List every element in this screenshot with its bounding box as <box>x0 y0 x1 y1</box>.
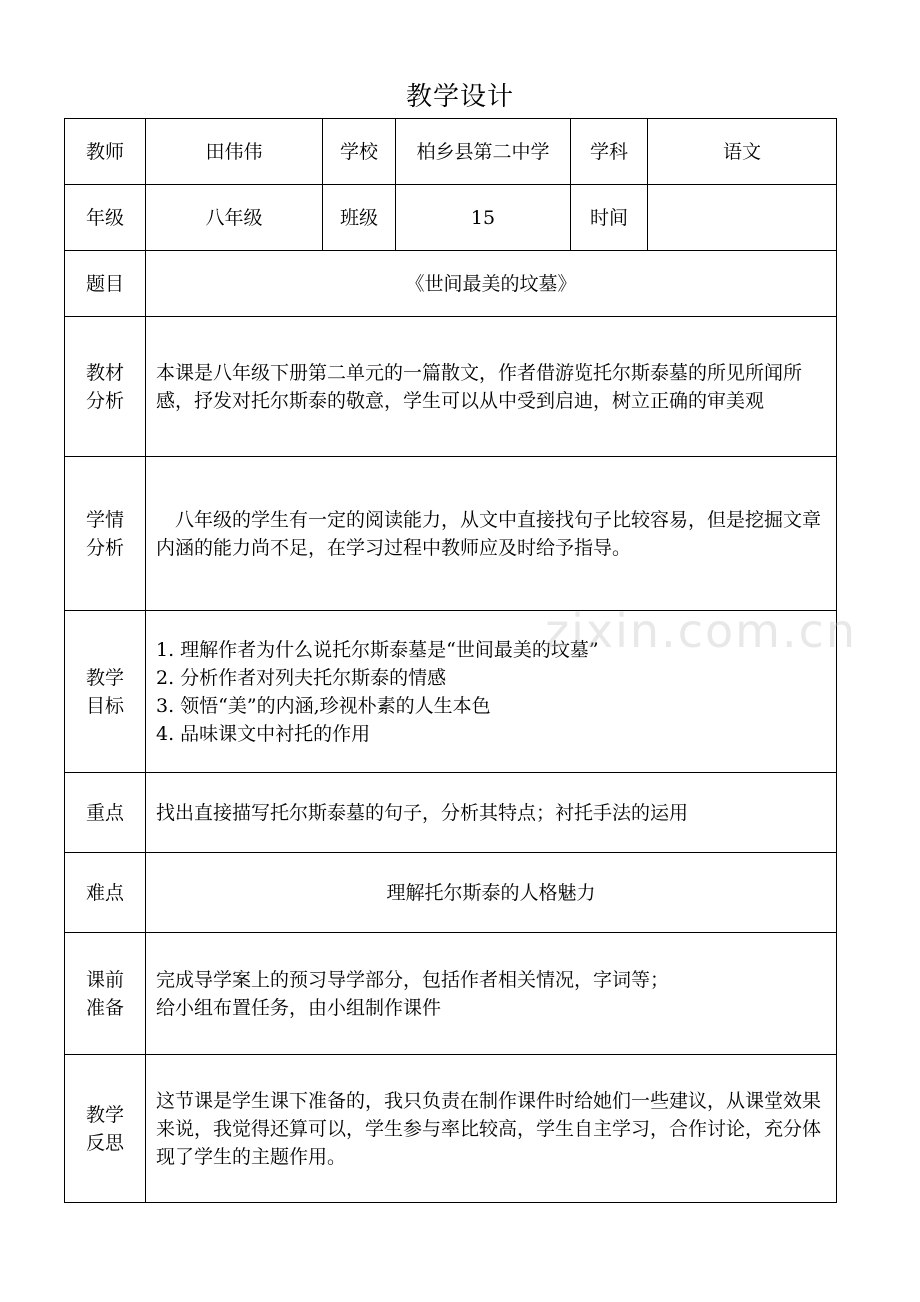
material-label <box>65 317 146 457</box>
subject-label: 学科 <box>571 119 648 185</box>
row-difficulty <box>65 853 837 933</box>
row-students <box>65 457 837 611</box>
students-text: 八年级的学生有一定的阅读能力，从文中直接找句子比较容易，但是挖掘文章内涵的能力尚不足，在学习过程中教师应及时给予指导。 <box>146 457 837 611</box>
material-label-line2: 分析 <box>85 389 124 412</box>
row-teacher <box>65 119 837 185</box>
goal-item: 2. 分析作者对列夫托尔斯泰的情感 <box>156 666 447 689</box>
row-key-points <box>65 773 837 853</box>
grade-value: 八年级 <box>146 185 323 251</box>
grade-label: 年级 <box>65 185 146 251</box>
row-material <box>65 317 837 457</box>
material-label-line1: 教材 <box>85 361 124 384</box>
preparation-line: 给小组布置任务，由小组制作课件 <box>156 996 442 1019</box>
students-label-line2: 分析 <box>85 536 124 559</box>
preparation-line: 完成导学案上的预习导学部分，包括作者相关情况，字词等； <box>156 968 670 991</box>
teacher-value: 田伟伟 <box>146 119 323 185</box>
students-label <box>65 457 146 611</box>
difficulty-label: 难点 <box>65 853 146 933</box>
goal-item: 1. 理解作者为什么说托尔斯泰墓是“世间最美的坟墓” <box>156 638 599 661</box>
time-label: 时间 <box>571 185 648 251</box>
preparation-label <box>65 933 146 1055</box>
row-topic <box>65 251 837 317</box>
school-label: 学校 <box>323 119 396 185</box>
key-points-label: 重点 <box>65 773 146 853</box>
school-value: 柏乡县第二中学 <box>396 119 571 185</box>
topic-value: 《世间最美的坟墓》 <box>146 251 837 317</box>
goal-item: 4. 品味课文中衬托的作用 <box>156 722 371 745</box>
time-value <box>648 185 837 251</box>
class-label: 班级 <box>323 185 396 251</box>
reflection-text: 这节课是学生课下准备的，我只负责在制作课件时给她们一些建议，从课堂效果来说，我觉得还算可以，学生参与率比较高，学生自主学习，合作讨论，充分体现了学生的主题作用。 <box>146 1055 837 1203</box>
reflection-label-line2: 反思 <box>85 1131 124 1154</box>
students-label-line1: 学情 <box>85 508 124 531</box>
row-preparation <box>65 933 837 1055</box>
reflection-label <box>65 1055 146 1203</box>
row-reflection <box>65 1055 837 1203</box>
material-text: 本课是八年级下册第二单元的一篇散文，作者借游览托尔斯泰墓的所见所闻所感，抒发对托尔斯泰的敬意，学生可以从中受到启迪，树立正确的审美观 <box>146 317 837 457</box>
preparation-label-line1: 课前 <box>85 968 124 991</box>
lesson-plan-table <box>64 118 837 1203</box>
watermark: zixin.com.cn <box>545 604 858 658</box>
topic-label: 题目 <box>65 251 146 317</box>
goals-label-line2: 目标 <box>85 694 124 717</box>
class-value: 15 <box>396 185 571 251</box>
key-points-text: 找出直接描写托尔斯泰墓的句子，分析其特点；衬托手法的运用 <box>146 773 837 853</box>
preparation-text <box>146 933 837 1055</box>
difficulty-text: 理解托尔斯泰的人格魅力 <box>146 853 837 933</box>
goal-item: 3. 领悟“美”的内涵,珍视朴素的人生本色 <box>156 694 491 717</box>
reflection-label-line1: 教学 <box>85 1103 124 1126</box>
teacher-label: 教师 <box>65 119 146 185</box>
page-title: 教学设计 <box>405 82 514 112</box>
goals-label <box>65 611 146 773</box>
row-grade <box>65 185 837 251</box>
goals-label-line1: 教学 <box>85 666 124 689</box>
subject-value: 语文 <box>648 119 837 185</box>
preparation-label-line2: 准备 <box>85 996 124 1019</box>
